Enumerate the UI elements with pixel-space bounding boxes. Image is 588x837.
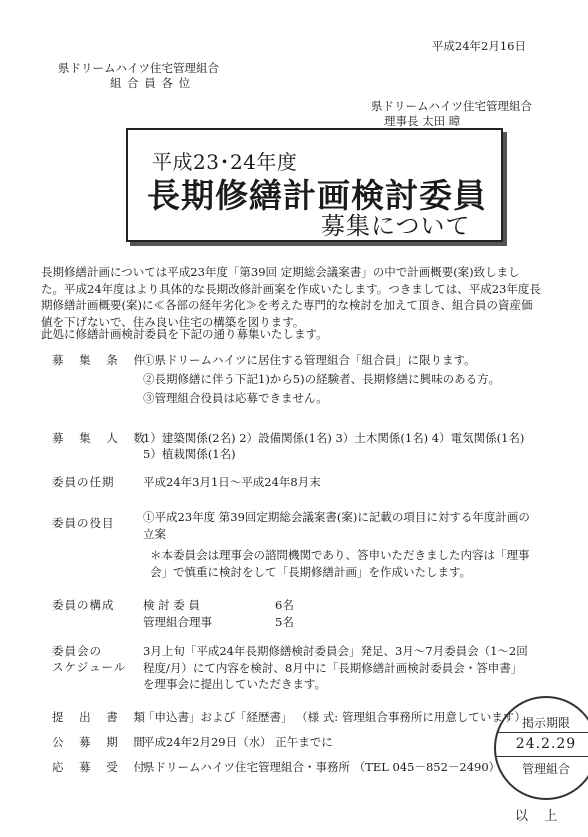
term-label: 委員の任期 — [52, 475, 115, 489]
term-value: 平成24年3月1日～平成24年8月末 — [143, 475, 321, 489]
lead-sentence: 此処に修繕計画検討委員を下記の通り募集いたします。 — [41, 327, 328, 341]
document-date: 平成24年2月16日 — [431, 39, 526, 53]
period-value: 平成24年2月29日（水） 正午までに — [143, 735, 333, 749]
stamp-date: 24.2.29 — [515, 736, 577, 752]
sender-org: 県ドリームハイツ住宅管理組合 — [371, 99, 532, 113]
number-label: 募 集 人 数 — [52, 431, 151, 445]
composition-name-1: 検 討 委 員 — [143, 598, 200, 612]
period-label: 公 募 期 間 — [52, 735, 151, 749]
condition-3: ③管理組合役員は応募できません。 — [143, 391, 328, 405]
schedule-label-2: スケジュール — [52, 660, 127, 674]
addressee-org: 県ドリームハイツ住宅管理組合 — [58, 61, 219, 75]
sender-name: 理事長 太田 暲 — [384, 114, 461, 128]
title-sub: 募集について — [321, 212, 471, 240]
composition-count-1: 6名 — [275, 598, 294, 612]
role-label: 委員の役目 — [52, 516, 115, 530]
schedule-label-1: 委員会の — [52, 644, 102, 658]
addressee-members: 組 合 員 各 位 — [110, 76, 192, 90]
role-note: ＊本委員会は理事会の諮問機関であり、答申いただきました内容は「理事会」で慎重に検討をして「長期修繕計画」を作成いたします。 — [150, 548, 530, 579]
composition-name-2: 管理組合理事 — [143, 615, 212, 629]
condition-2: ②長期修繕に伴う下記1)から5)の経験者、長期修繕に興味のある方。 — [143, 372, 501, 386]
number-line-1: 1）建築関係(2名) 2）設備関係(1名) 3）土木関係(1名) 4）電気関係(1名) — [143, 431, 525, 445]
schedule-value: 3月上旬「平成24年長期修繕検討委員会」発足、3月～7月委員会（1～2回程度/月）にて内容を検討、8月中に「長期修繕計画検討委員会・答申書」を理事会に提出していただきます。 — [143, 644, 528, 691]
composition-label: 委員の構成 — [52, 598, 115, 612]
condition-1: ①県ドリームハイツに居住する管理組合「組合員」に限ります。 — [143, 353, 476, 367]
reception-value: 県ドリームハイツ住宅管理組合・事務所 （TEL 045－852－2490） — [143, 760, 501, 774]
documents-label: 提 出 書 類 — [52, 710, 151, 724]
documents-value: 「申込書」および「経歴書」 （様 式: 管理組合事務所に用意しています） — [143, 710, 526, 724]
title-year: 平成23･24年度 — [152, 150, 298, 174]
conditions-label: 募 集 条 件 — [52, 353, 151, 367]
role-value: ①平成23年度 第39回定期総会議案書(案)に記載の項目に対する年度計画の立案 — [143, 510, 530, 541]
stamp-bottom-text: 管理組合 — [521, 762, 570, 776]
closing-mark: 以 上 — [515, 809, 564, 824]
stamp-top-text: 掲示期限 — [521, 716, 570, 730]
composition-count-2: 5名 — [275, 615, 294, 629]
title-main: 長期修繕計画検討委員 — [147, 176, 487, 215]
number-line-2: 5）植栽関係(1名) — [143, 447, 236, 461]
intro-paragraph: 長期修繕計画については平成23年度「第39回 定期総会議案書」の中で計画概要(案)致しました。平成24年度はより具体的な長期改修計画案を作成いたします。つきましては、平成23年度長期修繕計画概要(案)に≪各部の経年劣化≫を考えた専門的な検討を加えて頂き、組合員の資産価値を下げないで、住み良い住宅の構築を図ります。 — [41, 265, 541, 329]
reception-label: 応 募 受 付 — [52, 760, 151, 774]
posting-deadline-stamp — [494, 696, 588, 800]
